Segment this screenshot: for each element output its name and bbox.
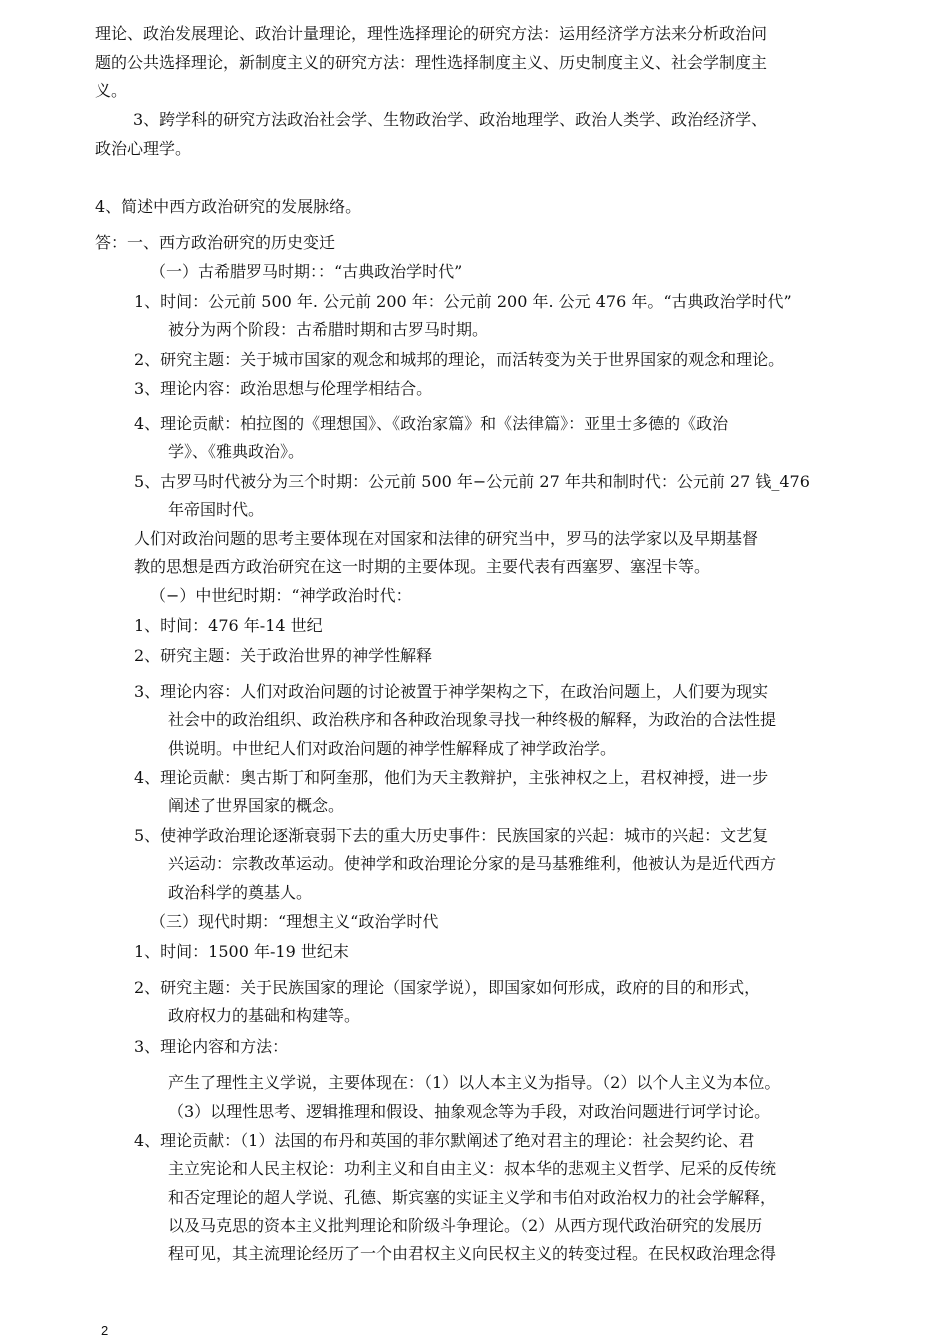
text-line: 和否定理论的超人学说、孔德、斯宾塞的实证主义学和韦伯对政治权力的社会学解释， [168,1188,777,1207]
text-line: 政治心理学。 [95,139,192,158]
section-heading: （三）现代时期：“理想主义“政治学时代 [150,912,439,931]
list-item: 2、研究主题：关于政治世界的神学性解释 [134,646,433,665]
list-item: 1、时间：1500 年-19 世纪末 [134,942,349,961]
text-line: 政府权力的基础和构建等。 [168,1006,361,1025]
text-line: 主立宪论和人民主权论：功利主义和自由主义：叔本华的悲观主义哲学、尼采的反传统 [168,1159,777,1178]
list-item: 4、理论贡献：奥古斯丁和阿奎那，他们为天主教辩护，主张神权之上，君权神授，进一步 [134,768,769,787]
text-line: 被分为两个阶段：古希腊时期和古罗马时期。 [168,320,489,339]
list-item: 4、理论贡献：柏拉图的《理想国》、《政治家篇》和《法律篇》：亚里士多德的《政治 [134,414,729,433]
answer-heading: 答：一、西方政治研究的历史变迁 [95,233,336,252]
list-item: 2、研究主题：关于城市国家的观念和城邦的理论，而活转变为关于世界国家的观念和理论。 [134,350,785,369]
text-line: （3）以理性思考、逻辑推理和假设、抽象观念等为手段，对政治问题进行诃学讨论。 [168,1102,771,1121]
text-line: 阐述了世界国家的概念。 [168,796,345,815]
text-line: 供说明。中世纪人们对政治问题的神学性解释成了神学政治学。 [168,739,617,758]
text-line: 人们对政治问题的思考主要体现在对国家和法律的研究当中，罗马的法学家以及早期基督 [134,529,759,548]
list-item: 5、使神学政治理论逐渐衰弱下去的重大历史事件：民族国家的兴起：城市的兴起：文艺复 [134,826,769,845]
list-item: 1、时间：公元前 500 年. 公元前 200 年：公元前 200 年. 公元 476 年。“古典政治学时代” [134,292,792,311]
list-item: 5、古罗马时代被分为三个时期：公元前 500 年−公元前 27 年共和制时代：公元前 27 钱_476 [134,472,810,491]
list-item: 3、理论内容：政治思想与伦理学相结合。 [134,379,433,398]
text-line: 义。 [95,81,128,100]
question-heading: 4、简述中西方政治研究的发展脉络。 [95,197,362,216]
list-item: 2、研究主题：关于民族国家的理论（国家学说），即国家如何形成，政府的目的和形式， [134,978,761,997]
text-line: 兴运动：宗教改革运动。使神学和政治理论分家的是马基雅维利，他被认为是近代西方 [168,854,777,873]
text-line: 社会中的政治组织、政治秩序和各种政治现象寻找一种终极的解释，为政治的合法性提 [168,710,777,729]
page-number: 2 [101,1323,109,1338]
list-item: 4、理论贡献：（1）法国的布丹和英国的菲尔默阐述了绝对君主的理论：社会契约论、君 [134,1131,755,1150]
text-line: 理论、政治发展理论、政治计量理论，理性选择理论的研究方法：运用经济学方法来分析政治问 [95,24,768,43]
text-line: 题的公共选择理论，新制度主义的研究方法：理性选择制度主义、历史制度主义、社会学制度主 [95,53,768,72]
text-line: 产生了理性主义学说，主要体现在：（1）以人本主义为指导。（2）以个人主义为本位。 [168,1073,781,1092]
text-line: 以及马克思的资本主义批判理论和阶级斗争理论。（2）从西方现代政治研究的发展历 [168,1216,763,1235]
list-item: 3、理论内容和方法： [134,1037,289,1056]
text-line: 3、跨学科的研究方法政治社会学、生物政治学、政治地理学、政治人类学、政治经济学、 [133,110,768,129]
text-line: 年帝国时代。 [168,500,265,519]
text-line: 学》、《雅典政治》。 [168,442,305,461]
text-line: 程可见，其主流理论经历了一个由君权主义向民权主义的转变过程。在民权政治理念得 [168,1244,777,1263]
section-heading: （一）古希腊罗马时期：：“古典政治学时代” [150,262,463,281]
text-line: 教的思想是西方政治研究在这一时期的主要体现。主要代表有西塞罗、塞涅卡等。 [134,557,711,576]
list-item: 1、时间：476 年-14 世纪 [134,616,323,635]
text-line: 政治科学的奠基人。 [168,883,313,902]
section-heading: （−）中世纪时期：“神学政治时代： [150,586,412,605]
list-item: 3、理论内容：人们对政治问题的讨论被置于神学架构之下，在政治问题上，人们要为现实 [134,682,769,701]
